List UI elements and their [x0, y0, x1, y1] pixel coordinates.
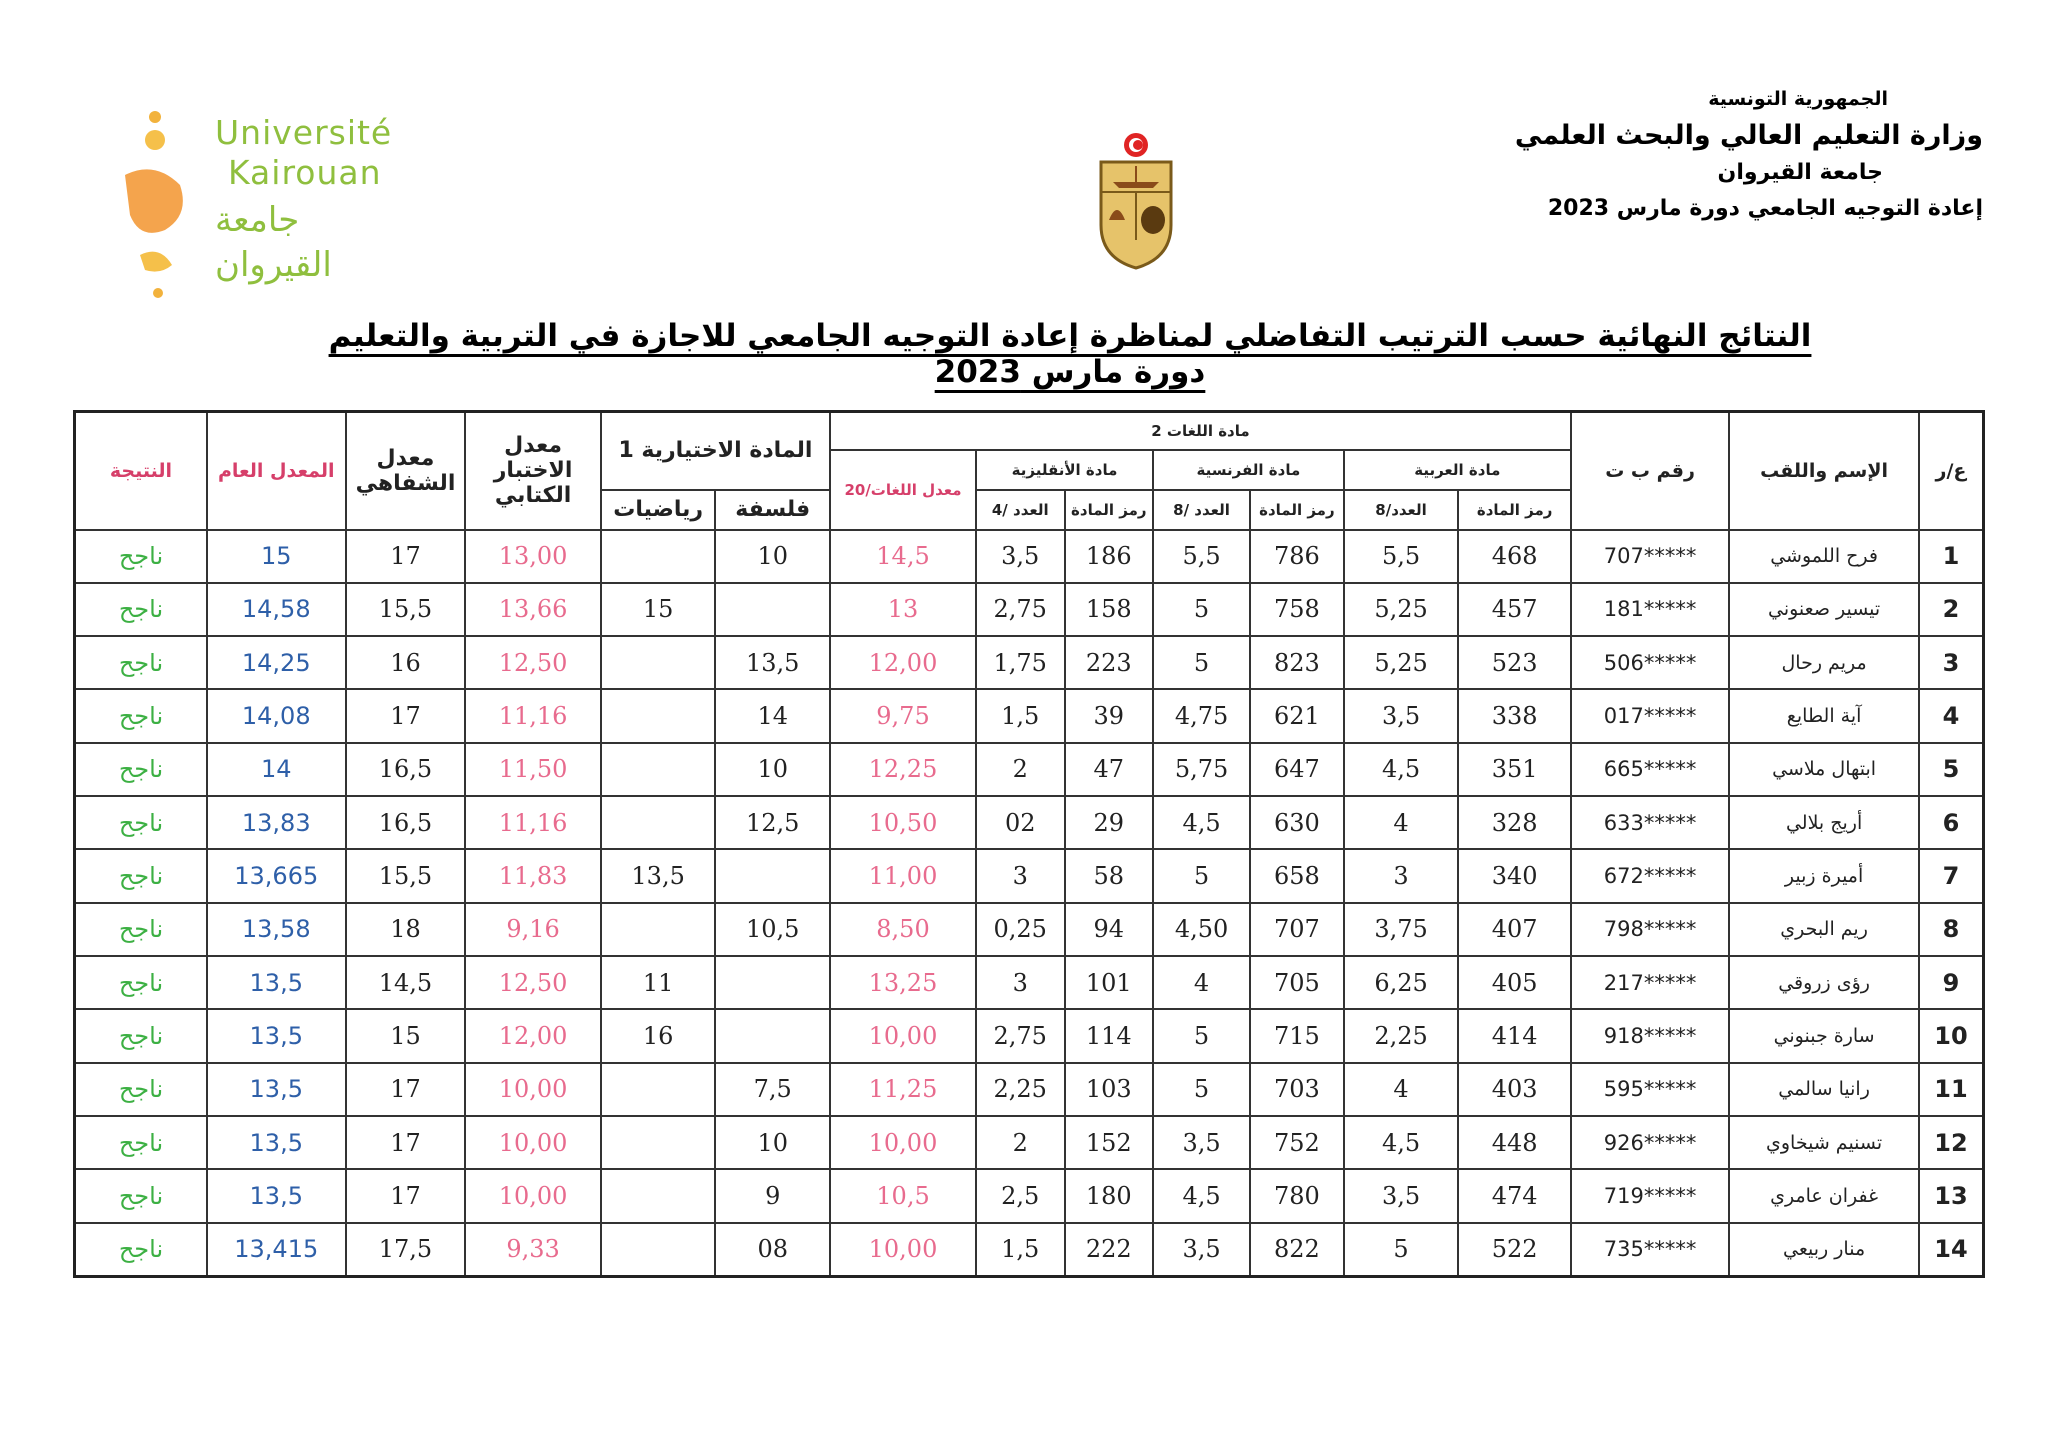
written-average: 10,00 [465, 1169, 600, 1222]
arabic-grade: 5,25 [1344, 636, 1459, 689]
row-number: 13 [1919, 1169, 1984, 1222]
oral-average: 16 [346, 636, 466, 689]
philosophy-grade: 13,5 [715, 636, 830, 689]
student-name: رؤى زروقي [1729, 956, 1919, 1009]
philosophy-grade: 10 [715, 743, 830, 796]
student-id: *****707 [1571, 530, 1729, 583]
table-row [75, 1063, 1984, 1116]
arabic-code: 351 [1458, 743, 1571, 796]
arabic-code: 468 [1458, 530, 1571, 583]
header-num: ع/ر [1919, 412, 1984, 530]
french-code: 705 [1250, 956, 1344, 1009]
arabic-grade: 3,75 [1344, 903, 1459, 956]
french-code: 780 [1250, 1169, 1344, 1222]
english-grade: 2,75 [976, 1009, 1065, 1062]
languages-average: 13,25 [830, 956, 976, 1009]
languages-average: 14,5 [830, 530, 976, 583]
french-code: 707 [1250, 903, 1344, 956]
session-label: إعادة التوجيه الجامعي دورة مارس 2023 [1547, 196, 1983, 221]
french-code: 621 [1250, 689, 1344, 742]
header-french: مادة الفرنسية [1153, 450, 1344, 490]
student-id: *****595 [1571, 1063, 1729, 1116]
student-name: مريم رحال [1729, 636, 1919, 689]
english-code: 101 [1065, 956, 1154, 1009]
arabic-grade: 5,25 [1344, 583, 1459, 636]
student-id: *****217 [1571, 956, 1729, 1009]
oral-average: 17 [346, 1169, 466, 1222]
student-id: *****735 [1571, 1223, 1729, 1277]
general-average: 13,5 [207, 1169, 346, 1222]
student-name: تيسير صعنوني [1729, 583, 1919, 636]
student-id: *****181 [1571, 583, 1729, 636]
written-average: 11,16 [465, 689, 600, 742]
languages-average: 10,00 [830, 1223, 976, 1277]
english-code: 29 [1065, 796, 1154, 849]
written-average: 12,50 [465, 636, 600, 689]
table-row [75, 1223, 1984, 1277]
philosophy-grade: 10 [715, 1116, 830, 1169]
table-row [75, 689, 1984, 742]
written-average: 13,66 [465, 583, 600, 636]
math-grade [601, 530, 716, 583]
french-code: 630 [1250, 796, 1344, 849]
english-grade: 1,5 [976, 1223, 1065, 1277]
header-en-code: رمز المادة [1065, 490, 1154, 530]
philosophy-grade: 14 [715, 689, 830, 742]
arabic-code: 457 [1458, 583, 1571, 636]
languages-average: 12,25 [830, 743, 976, 796]
math-grade [601, 903, 716, 956]
general-average: 14,08 [207, 689, 346, 742]
results-table [73, 410, 1985, 1278]
philosophy-grade [715, 1009, 830, 1062]
table-row [75, 1116, 1984, 1169]
oral-average: 15 [346, 1009, 466, 1062]
header-id: رقم ب ت [1571, 412, 1729, 530]
written-average: 11,50 [465, 743, 600, 796]
english-grade: 1,75 [976, 636, 1065, 689]
arabic-grade: 4,5 [1344, 1116, 1459, 1169]
french-grade: 5 [1153, 636, 1250, 689]
arabic-code: 403 [1458, 1063, 1571, 1116]
english-code: 158 [1065, 583, 1154, 636]
header-philosophy: فلسفة [715, 490, 830, 530]
student-name: آية الطايع [1729, 689, 1919, 742]
french-grade: 3,5 [1153, 1116, 1250, 1169]
result-status: ناجح [75, 1009, 207, 1062]
general-average: 13,415 [207, 1223, 346, 1277]
french-code: 823 [1250, 636, 1344, 689]
row-number: 8 [1919, 903, 1984, 956]
arabic-grade: 3,5 [1344, 689, 1459, 742]
french-grade: 4,5 [1153, 796, 1250, 849]
header-name: الإسم واللقب [1729, 412, 1919, 530]
table-row [75, 796, 1984, 849]
english-grade: 2 [976, 743, 1065, 796]
english-code: 39 [1065, 689, 1154, 742]
french-code: 822 [1250, 1223, 1344, 1277]
row-number: 3 [1919, 636, 1984, 689]
result-status: ناجح [75, 1116, 207, 1169]
arabic-code: 474 [1458, 1169, 1571, 1222]
languages-average: 12,00 [830, 636, 976, 689]
english-code: 58 [1065, 849, 1154, 902]
row-number: 4 [1919, 689, 1984, 742]
french-code: 647 [1250, 743, 1344, 796]
result-status: ناجح [75, 583, 207, 636]
languages-average: 8,50 [830, 903, 976, 956]
written-average: 10,00 [465, 1116, 600, 1169]
header-lang-avg: معدل اللغات/20 [830, 450, 976, 530]
french-grade: 4,50 [1153, 903, 1250, 956]
general-average: 13,665 [207, 849, 346, 902]
row-number: 10 [1919, 1009, 1984, 1062]
written-average: 11,16 [465, 796, 600, 849]
student-name: أميرة زبير [1729, 849, 1919, 902]
header-oral: معدل الشفاهي [346, 412, 466, 530]
arabic-grade: 4 [1344, 796, 1459, 849]
student-id: *****798 [1571, 903, 1729, 956]
student-id: *****672 [1571, 849, 1729, 902]
math-grade [601, 689, 716, 742]
english-grade: 1,5 [976, 689, 1065, 742]
english-code: 94 [1065, 903, 1154, 956]
languages-average: 10,50 [830, 796, 976, 849]
languages-average: 9,75 [830, 689, 976, 742]
arabic-code: 522 [1458, 1223, 1571, 1277]
general-average: 13,5 [207, 1009, 346, 1062]
logo-mark-icon [110, 105, 200, 305]
header-result: النتيجة [75, 412, 207, 530]
philosophy-grade: 9 [715, 1169, 830, 1222]
header-written: معدل الاختبار الكتابي [465, 412, 600, 530]
english-grade: 3,5 [976, 530, 1065, 583]
french-grade: 5 [1153, 1009, 1250, 1062]
general-average: 13,5 [207, 1116, 346, 1169]
table-row [75, 636, 1984, 689]
french-code: 752 [1250, 1116, 1344, 1169]
oral-average: 15,5 [346, 849, 466, 902]
logo-latin-line2: Kairouan [228, 153, 382, 192]
student-name: رانيا سالمي [1729, 1063, 1919, 1116]
result-status: ناجح [75, 796, 207, 849]
french-grade: 4 [1153, 956, 1250, 1009]
english-grade: 2,25 [976, 1063, 1065, 1116]
written-average: 9,16 [465, 903, 600, 956]
logo-arabic-line1: جامعة [215, 200, 300, 240]
english-grade: 02 [976, 796, 1065, 849]
arabic-grade: 5 [1344, 1223, 1459, 1277]
math-grade: 13,5 [601, 849, 716, 902]
french-grade: 5,5 [1153, 530, 1250, 583]
oral-average: 17 [346, 530, 466, 583]
header-arabic: مادة العربية [1344, 450, 1571, 490]
french-grade: 5 [1153, 583, 1250, 636]
math-grade [601, 1223, 716, 1277]
row-number: 14 [1919, 1223, 1984, 1277]
table-row [75, 849, 1984, 902]
row-number: 11 [1919, 1063, 1984, 1116]
french-code: 786 [1250, 530, 1344, 583]
french-grade: 5,75 [1153, 743, 1250, 796]
oral-average: 17 [346, 689, 466, 742]
arabic-code: 405 [1458, 956, 1571, 1009]
french-code: 758 [1250, 583, 1344, 636]
student-id: *****918 [1571, 1009, 1729, 1062]
row-number: 5 [1919, 743, 1984, 796]
header-general: المعدل العام [207, 412, 346, 530]
header-fr-code: رمز المادة [1250, 490, 1344, 530]
english-grade: 3 [976, 849, 1065, 902]
result-status: ناجح [75, 530, 207, 583]
math-grade [601, 636, 716, 689]
result-status: ناجح [75, 956, 207, 1009]
student-id: *****665 [1571, 743, 1729, 796]
header-languages: مادة اللغات 2 [830, 412, 1571, 450]
french-grade: 3,5 [1153, 1223, 1250, 1277]
arabic-code: 328 [1458, 796, 1571, 849]
result-status: ناجح [75, 636, 207, 689]
arabic-code: 523 [1458, 636, 1571, 689]
table-row [75, 956, 1984, 1009]
french-grade: 5 [1153, 1063, 1250, 1116]
french-grade: 4,5 [1153, 1169, 1250, 1222]
result-status: ناجح [75, 1169, 207, 1222]
student-id: *****926 [1571, 1116, 1729, 1169]
french-code: 658 [1250, 849, 1344, 902]
student-name: غفران عامري [1729, 1169, 1919, 1222]
arabic-code: 340 [1458, 849, 1571, 902]
table-row [75, 903, 1984, 956]
arabic-code: 414 [1458, 1009, 1571, 1062]
arabic-grade: 4,5 [1344, 743, 1459, 796]
republic-label: الجمهورية التونسية [1708, 88, 1888, 110]
student-name: فرح اللموشي [1729, 530, 1919, 583]
general-average: 13,5 [207, 1063, 346, 1116]
english-code: 180 [1065, 1169, 1154, 1222]
math-grade: 11 [601, 956, 716, 1009]
written-average: 10,00 [465, 1063, 600, 1116]
results-body [75, 530, 1984, 1277]
languages-average: 10,00 [830, 1116, 976, 1169]
philosophy-grade: 7,5 [715, 1063, 830, 1116]
french-code: 703 [1250, 1063, 1344, 1116]
oral-average: 14,5 [346, 956, 466, 1009]
arabic-grade: 3,5 [1344, 1169, 1459, 1222]
english-grade: 2,5 [976, 1169, 1065, 1222]
philosophy-grade: 12,5 [715, 796, 830, 849]
student-name: منار ربيعي [1729, 1223, 1919, 1277]
math-grade [601, 743, 716, 796]
row-number: 7 [1919, 849, 1984, 902]
oral-average: 17 [346, 1063, 466, 1116]
table-row [75, 583, 1984, 636]
philosophy-grade: 10 [715, 530, 830, 583]
tunisia-coat-of-arms-icon [1093, 130, 1179, 270]
general-average: 14,25 [207, 636, 346, 689]
french-grade: 4,75 [1153, 689, 1250, 742]
university-label: جامعة القيروان [1717, 160, 1883, 185]
header-ar-grade: العدد/8 [1344, 490, 1459, 530]
arabic-grade: 5,5 [1344, 530, 1459, 583]
written-average: 12,50 [465, 956, 600, 1009]
oral-average: 15,5 [346, 583, 466, 636]
oral-average: 17,5 [346, 1223, 466, 1277]
english-code: 47 [1065, 743, 1154, 796]
languages-average: 11,25 [830, 1063, 976, 1116]
french-grade: 5 [1153, 849, 1250, 902]
arabic-grade: 3 [1344, 849, 1459, 902]
english-code: 222 [1065, 1223, 1154, 1277]
math-grade: 15 [601, 583, 716, 636]
student-name: تسنيم شيخاوي [1729, 1116, 1919, 1169]
math-grade [601, 796, 716, 849]
student-id: *****719 [1571, 1169, 1729, 1222]
math-grade [601, 1116, 716, 1169]
result-status: ناجح [75, 743, 207, 796]
arabic-grade: 6,25 [1344, 956, 1459, 1009]
philosophy-grade [715, 956, 830, 1009]
arabic-code: 407 [1458, 903, 1571, 956]
table-row [75, 743, 1984, 796]
english-code: 114 [1065, 1009, 1154, 1062]
english-grade: 2 [976, 1116, 1065, 1169]
row-number: 12 [1919, 1116, 1984, 1169]
english-code: 186 [1065, 530, 1154, 583]
math-grade: 16 [601, 1009, 716, 1062]
oral-average: 17 [346, 1116, 466, 1169]
result-status: ناجح [75, 1063, 207, 1116]
masthead [1463, 88, 1983, 221]
result-status: ناجح [75, 903, 207, 956]
header-english: مادة الأنقليزية [976, 450, 1153, 490]
result-status: ناجح [75, 849, 207, 902]
arabic-code: 448 [1458, 1116, 1571, 1169]
philosophy-grade: 10,5 [715, 903, 830, 956]
general-average: 13,5 [207, 956, 346, 1009]
general-average: 14 [207, 743, 346, 796]
student-id: *****017 [1571, 689, 1729, 742]
english-grade: 0,25 [976, 903, 1065, 956]
header-ar-code: رمز المادة [1458, 490, 1571, 530]
languages-average: 11,00 [830, 849, 976, 902]
english-grade: 2,75 [976, 583, 1065, 636]
philosophy-grade [715, 583, 830, 636]
written-average: 13,00 [465, 530, 600, 583]
english-code: 103 [1065, 1063, 1154, 1116]
languages-average: 10,5 [830, 1169, 976, 1222]
math-grade [601, 1169, 716, 1222]
general-average: 14,58 [207, 583, 346, 636]
philosophy-grade: 08 [715, 1223, 830, 1277]
languages-average: 13 [830, 583, 976, 636]
document-title: النتائج النهائية حسب الترتيب التفاضلي لمناظرة إعادة التوجيه الجامعي للاجازة في التربية والتعليم دورة مارس 2023 [328, 318, 1812, 390]
logo-latin-line1: Université [215, 113, 393, 152]
header-en-grade: العدد /4 [976, 490, 1065, 530]
result-status: ناجح [75, 689, 207, 742]
oral-average: 16,5 [346, 743, 466, 796]
student-name: ابتهال ملاسي [1729, 743, 1919, 796]
student-id: *****633 [1571, 796, 1729, 849]
written-average: 12,00 [465, 1009, 600, 1062]
student-id: *****506 [1571, 636, 1729, 689]
row-number: 6 [1919, 796, 1984, 849]
header-optional: المادة الاختيارية 1 [601, 412, 830, 490]
written-average: 11,83 [465, 849, 600, 902]
student-name: أريج بلالي [1729, 796, 1919, 849]
header-math: رياضيات [601, 490, 716, 530]
student-name: سارة جبنوني [1729, 1009, 1919, 1062]
english-code: 152 [1065, 1116, 1154, 1169]
ministry-label: وزارة التعليم العالي والبحث العلمي [1514, 120, 1983, 151]
math-grade [601, 1063, 716, 1116]
result-status: ناجح [75, 1223, 207, 1277]
table-row [75, 530, 1984, 583]
french-code: 715 [1250, 1009, 1344, 1062]
english-grade: 3 [976, 956, 1065, 1009]
row-number: 9 [1919, 956, 1984, 1009]
logo-arabic-line2: القيروان [215, 245, 332, 285]
row-number: 2 [1919, 583, 1984, 636]
table-row [75, 1169, 1984, 1222]
arabic-code: 338 [1458, 689, 1571, 742]
student-name: ريم البحري [1729, 903, 1919, 956]
philosophy-grade [715, 849, 830, 902]
general-average: 13,58 [207, 903, 346, 956]
oral-average: 16,5 [346, 796, 466, 849]
oral-average: 18 [346, 903, 466, 956]
english-code: 223 [1065, 636, 1154, 689]
languages-average: 10,00 [830, 1009, 976, 1062]
row-number: 1 [1919, 530, 1984, 583]
arabic-grade: 2,25 [1344, 1009, 1459, 1062]
header-fr-grade: العدد /8 [1153, 490, 1250, 530]
written-average: 9,33 [465, 1223, 600, 1277]
university-logo [110, 105, 393, 305]
table-row [75, 1009, 1984, 1062]
general-average: 15 [207, 530, 346, 583]
arabic-grade: 4 [1344, 1063, 1459, 1116]
general-average: 13,83 [207, 796, 346, 849]
